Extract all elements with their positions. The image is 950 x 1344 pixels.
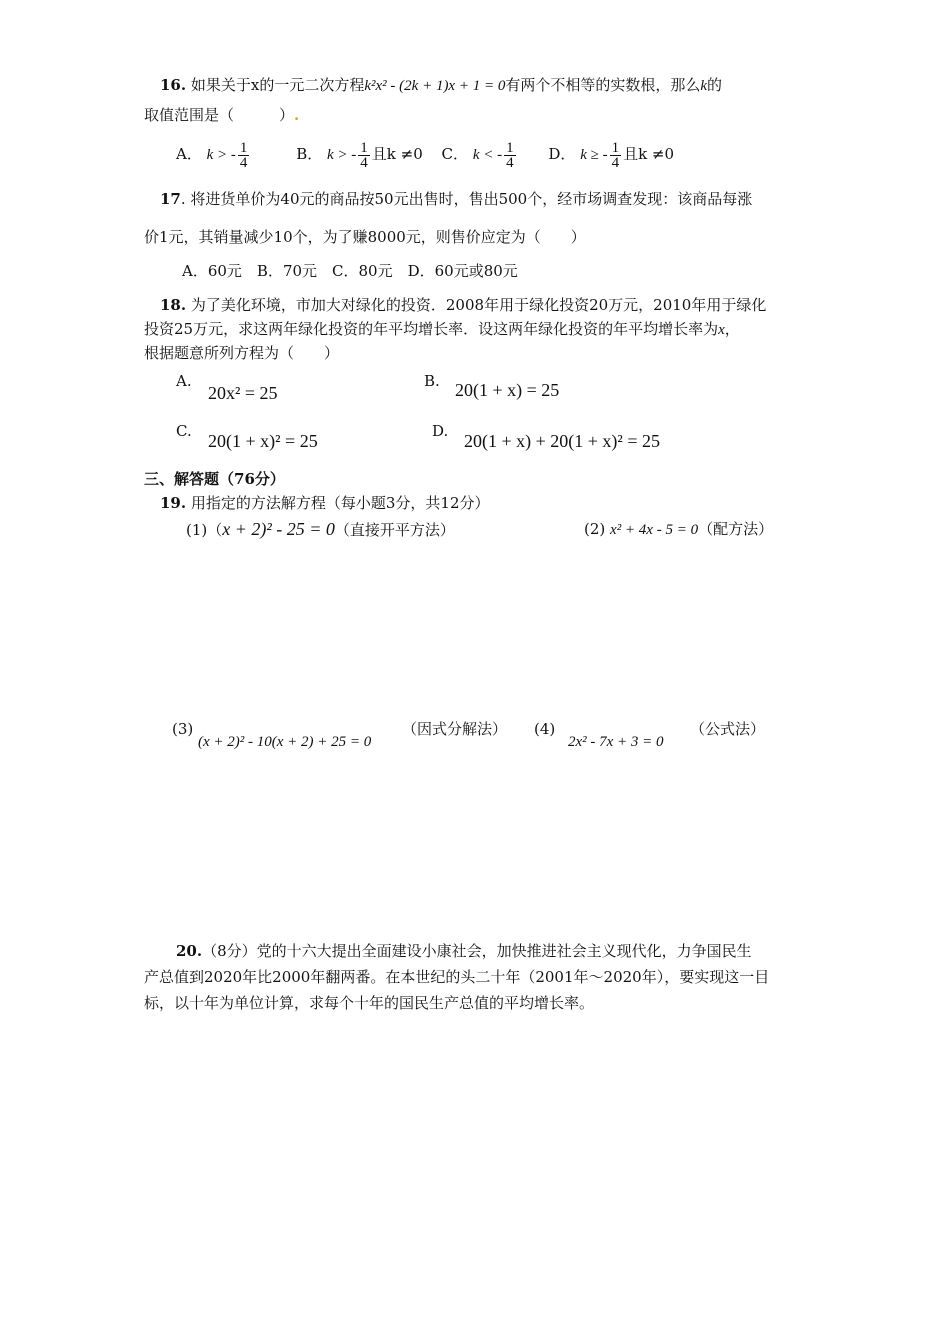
question-number: 19. [160,494,187,512]
question-text: 投资25万元，求这两年绿化投资的年平均增长率．设这两年绿化投资的年平均增长率为 [144,320,719,338]
fraction [504,141,516,170]
fraction [238,141,250,170]
part-method: （直接开平方法） [334,521,455,539]
punctuation: ， [724,320,740,338]
question-text: 取值范围是（ ） [144,106,295,124]
question-number: 18. [160,296,187,314]
option-b-equation: 20(1 + x) = 25 [455,380,560,400]
option-label: C． [441,145,469,163]
question-18-line2 [144,318,740,341]
option-expr: k > - [206,147,236,163]
option-tail: 且k ≠0 [623,145,675,163]
denominator: 4 [506,154,514,171]
part-method: （配方法） [698,520,774,538]
denominator: 4 [611,154,620,171]
numerator: 1 [239,139,248,156]
option-c [441,139,523,171]
question-number: 20. [176,942,203,960]
question-20-line3: 标，以十年为单位计算，求每个十年的国民生产总值的平均增长率。 [144,994,595,1012]
question-16-options [176,134,674,175]
option-expr: k ≥ - [580,147,608,163]
question-text: 根据题意所列方程为（ ） [144,344,340,362]
option-d-label: D. [432,422,449,440]
question-text: 用指定的方法解方程（每小题3分，共12分） [190,494,490,512]
option-expr: k > - [327,147,357,163]
option-label: B． [296,145,323,163]
denominator: 4 [360,154,368,171]
question-text: 为了美化环境，市加大对绿化的投资．2008年用于绿化投资20万元，2010年用于绿化 [190,296,767,314]
option-a-equation: 20x² = 25 [208,383,278,403]
option-b-label: B. [424,372,440,390]
fraction [610,141,622,170]
question-17-line1 [160,188,752,210]
option-label: D． [548,145,576,163]
option-label: A． [176,145,202,163]
marker-dot: . [294,106,300,124]
question-text: . 将进货单价为40元的商品按50元出售时，售出500个，经市场调查发现：该商品每涨 [180,190,753,208]
q19-part4-equation: 2x² - 7x + 3 = 0 [568,734,664,750]
question-16-line2 [144,104,299,126]
option-expr: k < - [472,147,503,163]
question-text: 如果关于x的一元二次方程 [190,76,365,94]
q19-part1 [186,518,455,541]
options-text: A．60元 B．70元 C．80元 D．60元或80元 [182,262,518,280]
part-label: (2) [584,520,606,538]
question-17-options [182,260,518,282]
option-d-equation: 20(1 + x) + 20(1 + x)² = 25 [464,431,660,451]
question-text: （8分）党的十六大提出全面建设小康社会，加快推进社会主义现代化，力争国民生 [202,942,752,960]
numerator: 1 [506,139,514,156]
part-equation: x + 2)² - 25 = 0 [222,519,335,539]
variable: x [718,322,725,338]
q19-part4-method: （公式法） [690,720,766,738]
question-18-line1 [160,294,766,316]
part-label: (1)（ [186,521,223,539]
equation: k²x² - (2k + 1)x + 1 = 0 [364,78,506,94]
question-text: 价1元，其销量减少10个，为了赚8000元，则售价应定为（ ） [144,228,586,246]
fraction [358,141,370,170]
question-text: 的 [707,76,723,94]
question-18-line3 [144,342,339,364]
question-20-line1 [176,940,752,962]
denominator: 4 [239,154,248,171]
question-number: 16. [160,76,187,94]
option-tail: 且k ≠0 [371,145,423,163]
question-17-line2 [144,226,586,248]
q19-part3-label: (3) [172,720,194,738]
question-20-line2: 产总值到2020年比2000年翻两番。在本世纪的头二十年（2001年～2020年），要实现这一目 [144,968,770,986]
option-a-label: A. [176,372,192,390]
option-c-label: C. [176,422,192,440]
question-text: 有两个不相等的实数根，那么 [505,76,701,94]
question-19-title [160,492,490,514]
part-equation: x² + 4x - 5 = 0 [610,522,699,538]
section-heading: 三、解答题（76分） [144,470,285,488]
q19-part2 [584,518,773,541]
option-d [548,139,675,171]
q19-part3-equation: (x + 2)² - 10(x + 2) + 25 = 0 [198,734,372,750]
question-16-line1 [160,74,722,97]
option-c-equation: 20(1 + x)² = 25 [208,431,318,451]
option-a [176,139,256,171]
numerator: 1 [360,139,368,156]
variable: k [700,78,708,94]
q19-part3-method: （因式分解法） [402,720,508,738]
option-b [296,139,427,171]
question-number: 17 [160,190,181,208]
numerator: 1 [611,139,620,156]
q19-part4-label: (4) [534,720,556,738]
